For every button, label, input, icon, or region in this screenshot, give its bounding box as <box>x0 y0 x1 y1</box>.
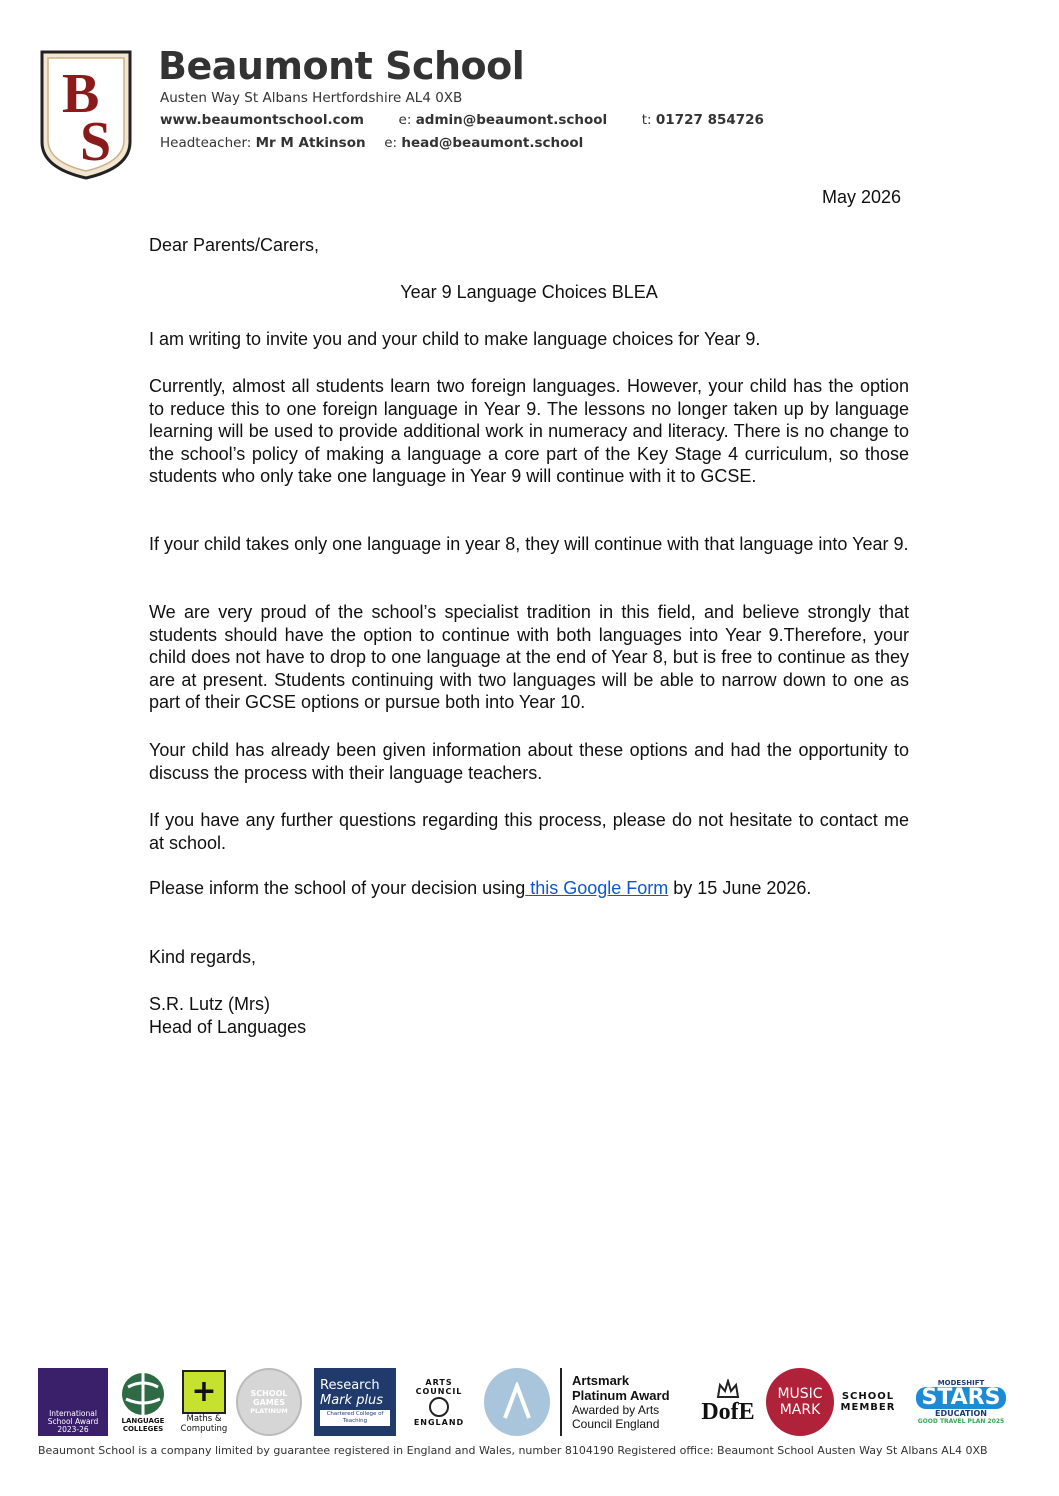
crown-icon <box>716 1379 740 1399</box>
google-form-link[interactable]: this Google Form <box>525 878 669 898</box>
music-member-line1: SCHOOL <box>841 1391 895 1402</box>
letter-subject: Year 9 Language Choices BLEA <box>400 282 658 302</box>
music-member-line2: MEMBER <box>840 1402 896 1413</box>
crest-shield-icon <box>40 50 132 180</box>
headteacher-name: Mr M Atkinson <box>255 135 366 151</box>
salutation: Dear Parents/Carers, <box>149 235 320 255</box>
contact-line <box>160 112 764 128</box>
artsmark-by: Awarded by Arts Council England <box>572 1403 660 1431</box>
isa-text: International School Award 2023-26 <box>47 1409 99 1434</box>
paragraph-intro: I am writing to invite you and your child to make language choices for Year 9. <box>149 329 761 349</box>
letter-date: May 2026 <box>822 187 902 207</box>
school-name: Beaumont School <box>158 44 525 88</box>
paragraph-year8: If your child takes only one language in year 8, they will continue with that language into Year 9. <box>149 534 909 554</box>
signer-name: S.R. Lutz (Mrs) <box>149 994 271 1014</box>
paragraph-questions: If you have any further questions regarding this process, please do not hesitate to contact me at school. <box>149 810 909 853</box>
school-website[interactable]: www.beaumontschool.com <box>160 112 364 128</box>
decision-text-before: Please inform the school of your decision using <box>149 878 526 898</box>
paragraph-information: Your child has already been given information about these options and had the opportunity to discuss the process with their language teachers. <box>149 740 909 783</box>
plus-icon: + <box>182 1370 226 1414</box>
arts-council-logo <box>404 1368 474 1436</box>
school-crest <box>40 50 132 180</box>
closing: Kind regards, <box>149 947 257 967</box>
email-label: e: <box>398 112 412 128</box>
footer-registration: Beaumont School is a company limited by guarantee registered in England and Wales, number 8104190 Registered office: Beaumont School Austen Way St Albans AL4 0XB <box>38 1444 988 1457</box>
artsmark-text-logo <box>560 1368 684 1436</box>
school-address: Austen Way St Albans Hertfordshire AL4 0XB <box>160 90 463 106</box>
school-games-logo <box>236 1368 302 1436</box>
paragraph-decision <box>149 877 909 900</box>
head-email[interactable]: head@beaumont.school <box>401 135 584 151</box>
research-mark-line2: Mark plus <box>320 1393 384 1408</box>
stars-top: MODESHIFT <box>937 1379 985 1387</box>
music-mark-member <box>838 1368 898 1436</box>
head-email-label: e: <box>384 135 398 151</box>
decision-text-after: by 15 June 2026. <box>668 878 812 898</box>
headteacher-line <box>160 135 583 151</box>
dofe-text: DofE <box>701 1398 755 1425</box>
maths-computing-logo <box>178 1368 230 1436</box>
stars-main: STARS <box>916 1387 1007 1409</box>
school-phone: 01727 854726 <box>655 112 764 128</box>
phone-label: t: <box>641 112 652 128</box>
music-mark-line2: MARK <box>779 1402 821 1418</box>
school-email[interactable]: admin@beaumont.school <box>415 112 608 128</box>
research-mark-sub: Chartered College of Teaching <box>320 1410 390 1426</box>
artsmark-award: Platinum Award <box>572 1388 670 1403</box>
school-games-text: SCHOOL GAMES <box>250 1389 288 1407</box>
school-games-level: PLATINUM <box>250 1407 288 1415</box>
artsmark-circle-logo <box>484 1368 550 1436</box>
stars-sub: EDUCATION <box>935 1409 987 1418</box>
arts-council-mark-icon <box>428 1396 450 1418</box>
dofe-logo <box>700 1368 756 1436</box>
crest-letter-b: B <box>62 63 100 125</box>
research-mark-line1: Research <box>320 1378 380 1393</box>
crest-letter-s: S <box>80 111 112 173</box>
isa-logo <box>38 1368 108 1436</box>
maths-computing-text: Maths & Computing <box>180 1414 228 1434</box>
language-colleges-text: LANGUAGE COLLEGES <box>121 1417 165 1433</box>
music-mark-logo <box>766 1368 834 1436</box>
artsmark-a-icon <box>497 1382 537 1422</box>
arts-council-top: ARTS COUNCIL <box>415 1377 463 1396</box>
accreditation-logos <box>38 1368 1023 1438</box>
modeshift-stars-logo <box>906 1368 1016 1436</box>
signer-title: Head of Languages <box>149 1017 307 1037</box>
headteacher-label: Headteacher: <box>160 135 252 151</box>
paragraph-current: Currently, almost all students learn two foreign languages. However, your child has the option to reduce this to one foreign language in Year 9. The lessons no longer taken up by language learning will be used to provide additional work in numeracy and literacy. There is no change to the school’s policy of making a language a core part of the Key Stage 4 curriculum, so those students who only take one language in Year 9 will continue with it to GCSE. <box>149 376 909 486</box>
research-mark-logo <box>314 1368 396 1436</box>
music-mark-line1: MUSIC <box>777 1386 823 1402</box>
artsmark-title: Artsmark <box>572 1373 630 1388</box>
globe-icon <box>120 1371 166 1417</box>
arts-council-bottom: ENGLAND <box>413 1417 465 1427</box>
stars-plan: GOOD TRAVEL PLAN 2025 <box>917 1418 1005 1425</box>
paragraph-tradition: We are very proud of the school’s specialist tradition in this field, and believe strongly that students should have the option to continue with both languages into Year 9.Therefore, your child does not have to drop to one language at the end of Year 8, but is free to continue as they are at present. Students continuing with two languages will be able to narrow down to one as part of their GCSE options or pursue both into Year 10. <box>149 602 909 712</box>
language-colleges-logo <box>116 1368 170 1436</box>
